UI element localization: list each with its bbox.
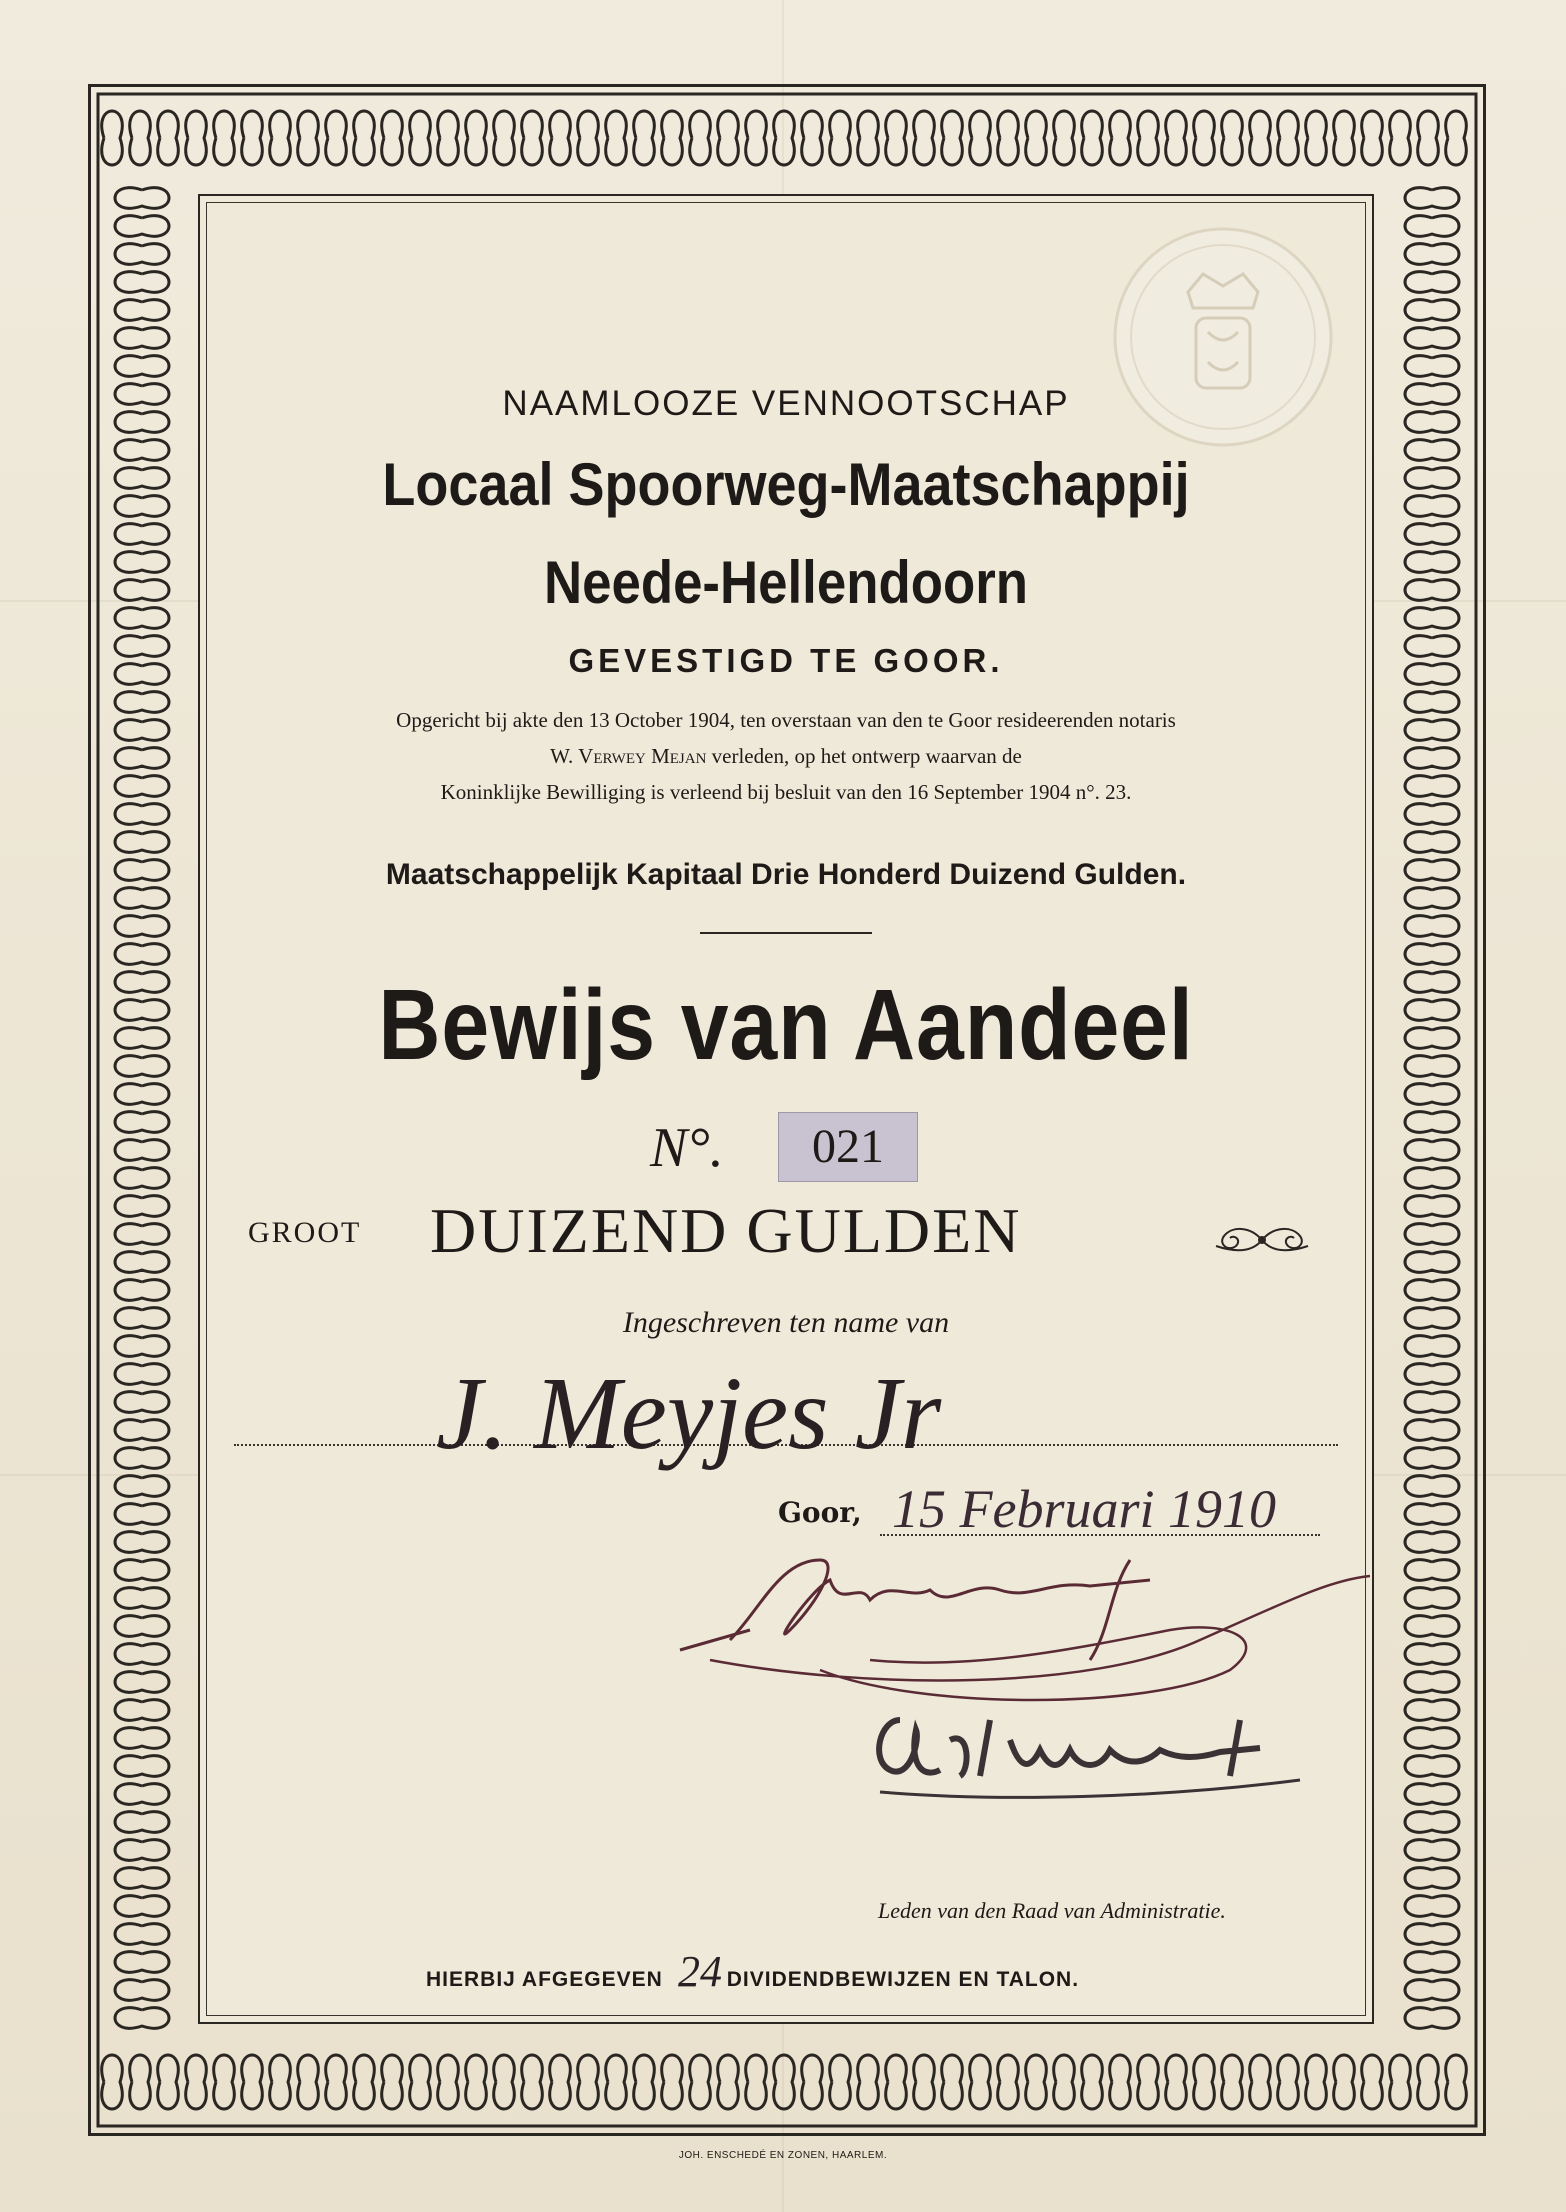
company-type: NAAMLOOZE VENNOOTSCHAP [502, 384, 1070, 423]
establishment-line-2-rest: verleden, op het ontwerp waarvan de [706, 744, 1022, 768]
issue-place: Goor, [778, 1496, 862, 1529]
establishment-line-3: Koninklijke Bewilliging is verleend bij besluit van den 16 September 1904 n°. 23. [440, 780, 1132, 804]
issue-date: 15 Februari 1910 [892, 1479, 1276, 1539]
coupons-text-before: HIERBIJ AFGEGEVEN [426, 1968, 663, 1991]
share-amount: DUIZEND GULDEN [430, 1195, 1022, 1266]
coupons-statement [426, 1968, 1079, 1992]
certificate-number: 021 [778, 1112, 918, 1182]
groot-label: GROOT [248, 1216, 362, 1249]
inscribed-label: Ingeschreven ten name van [622, 1306, 950, 1339]
establishment-line-1: Opgericht bij akte den 13 October 1904, ten overstaan van den te Goor resideerenden notaris [396, 708, 1176, 732]
coupons-text-after: DIVIDENDBEWIJZEN EN TALON. [726, 1968, 1080, 1991]
board-members-label: Leden van den Raad van Administratie. [878, 1898, 1226, 1923]
number-sign: N°. [650, 1117, 724, 1179]
certificate-title: Bewijs van Aandeel [378, 969, 1194, 1081]
establishment-line-2 [206, 738, 1366, 774]
company-seat: GEVESTIGD TE GOOR. [568, 642, 1004, 679]
divider-rule [700, 932, 872, 934]
coupon-count: 24 [678, 1947, 722, 1996]
notary-name: W. Verwey Mejan [550, 744, 707, 768]
ornament-icon [1210, 1222, 1314, 1258]
printer-imprint: JOH. ENSCHEDÉ EN ZONEN, HAARLEM. [678, 2150, 888, 2161]
share-capital: Maatschappelijk Kapitaal Drie Honderd Duizend Gulden. [385, 858, 1187, 891]
holder-name: J. Meyjes Jr [436, 1356, 942, 1471]
company-name: Locaal Spoorweg-Maatschappij [382, 451, 1190, 518]
company-route: Neede-Hellendoorn [543, 549, 1029, 616]
establishment-text [206, 702, 1366, 810]
second-signature [860, 1680, 1330, 1820]
